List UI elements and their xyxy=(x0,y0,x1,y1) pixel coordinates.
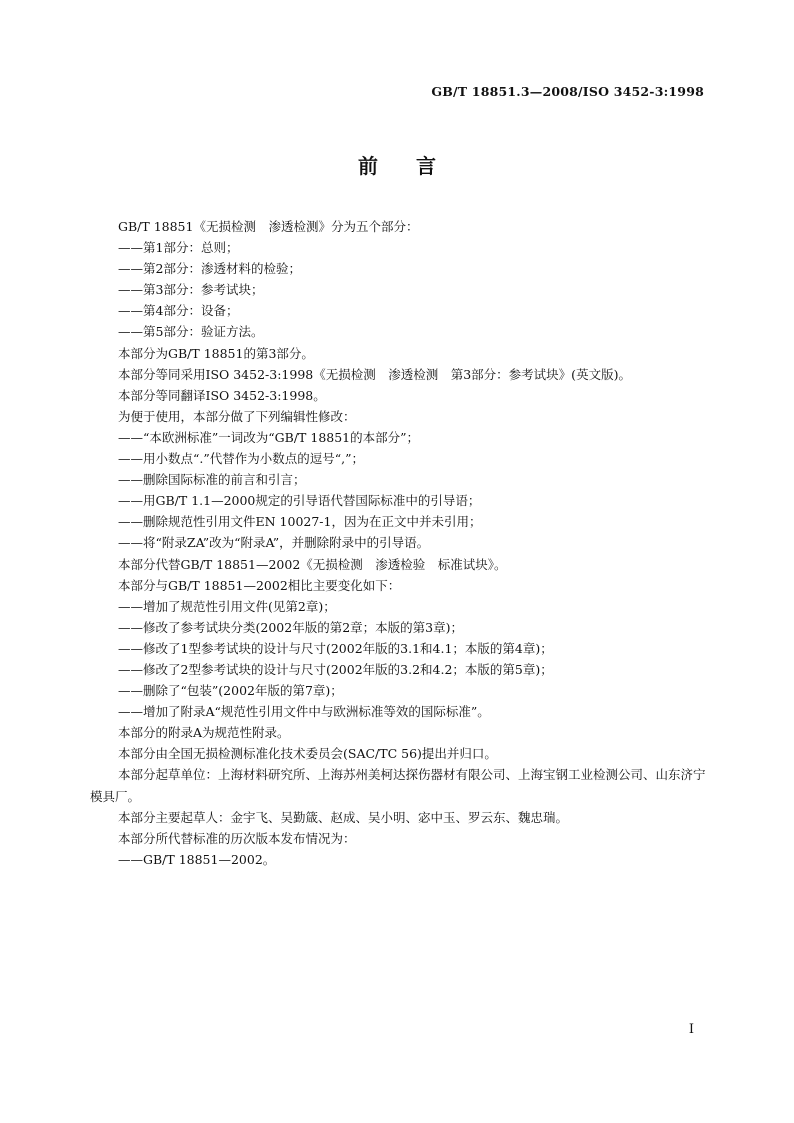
list-item: ——用GB/T 1.1—2000规定的引导语代替国际标准中的引导语； xyxy=(118,493,481,509)
list-item: ——第2部分：渗透材料的检验； xyxy=(118,261,301,277)
paragraph: 本部分与GB/T 18851—2002相比主要变化如下： xyxy=(118,577,401,593)
list-item: ——删除国际标准的前言和引言； xyxy=(118,472,306,488)
list-item: ——修改了参考试块分类(2002年版的第2章；本版的第3章)； xyxy=(118,619,463,635)
paragraph: 本部分起草单位：上海材料研究所、上海苏州美柯达探伤器材有限公司、上海宝钢工业检测公司、山东济宁模具厂。 xyxy=(90,767,706,804)
paragraph: GB/T 18851《无损检测 渗透检测》分为五个部分： xyxy=(118,219,419,234)
list-item: ——修改了2型参考试块的设计与尺寸(2002年版的3.2和4.2；本版的第5章)； xyxy=(118,661,553,677)
paragraph: 本部分由全国无损检测标准化技术委员会(SAC/TC 56)提出并归口。 xyxy=(118,746,497,762)
paragraph: 本部分等同采用ISO 3452-3:1998《无损检测 渗透检测 第3部分：参考试块》(英文版)。 xyxy=(118,366,631,382)
list-item: ——“本欧洲标准”一词改为“GB/T 18851的本部分”； xyxy=(118,429,420,445)
list-item: ——第4部分：设备； xyxy=(118,303,239,319)
paragraph: 本部分等同翻译ISO 3452-3:1998。 xyxy=(118,387,326,403)
list-item: ——增加了规范性引用文件(见第2章)； xyxy=(118,598,336,614)
paragraph: 本部分所代替标准的历次版本发布情况为： xyxy=(118,830,356,846)
list-item: ——增加了附录A“规范性引用文件中与欧洲标准等效的国际标准”。 xyxy=(118,704,490,720)
foreword-body xyxy=(90,216,710,870)
list-item: ——第1部分：总则； xyxy=(118,240,239,256)
page-number: I xyxy=(688,1022,694,1037)
list-item: ——第3部分：参考试块； xyxy=(118,282,264,298)
list-item: ——GB/T 18851—2002。 xyxy=(118,851,276,867)
paragraph: 本部分为GB/T 18851的第3部分。 xyxy=(118,345,314,361)
list-item: ——第5部分：验证方法。 xyxy=(118,324,264,340)
list-item: ——修改了1型参考试块的设计与尺寸(2002年版的3.1和4.1；本版的第4章)； xyxy=(118,640,553,656)
page-title: 前言 xyxy=(358,154,474,178)
paragraph: 为便于使用，本部分做了下列编辑性修改： xyxy=(118,408,356,424)
list-item: ——将“附录ZA”改为“附录A”，并删除附录中的引导语。 xyxy=(118,535,430,551)
paragraph: 本部分代替GB/T 18851—2002《无损检测 渗透检验 标准试块》。 xyxy=(118,556,507,572)
list-item: ——用小数点“.”代替作为小数点的逗号“,”； xyxy=(118,451,365,467)
paragraph: 本部分主要起草人：金宇飞、吴勤箴、赵成、吴小明、宓中玉、罗云东、魏忠瑞。 xyxy=(118,809,569,825)
paragraph: 本部分的附录A为规范性附录。 xyxy=(118,725,290,741)
list-item: ——删除规范性引用文件EN 10027-1，因为在正文中并未引用； xyxy=(118,514,482,530)
list-item: ——删除了“包装”(2002年版的第7章)； xyxy=(118,683,343,699)
document-code: GB/T 18851.3—2008/ISO 3452-3:1998 xyxy=(431,84,704,99)
